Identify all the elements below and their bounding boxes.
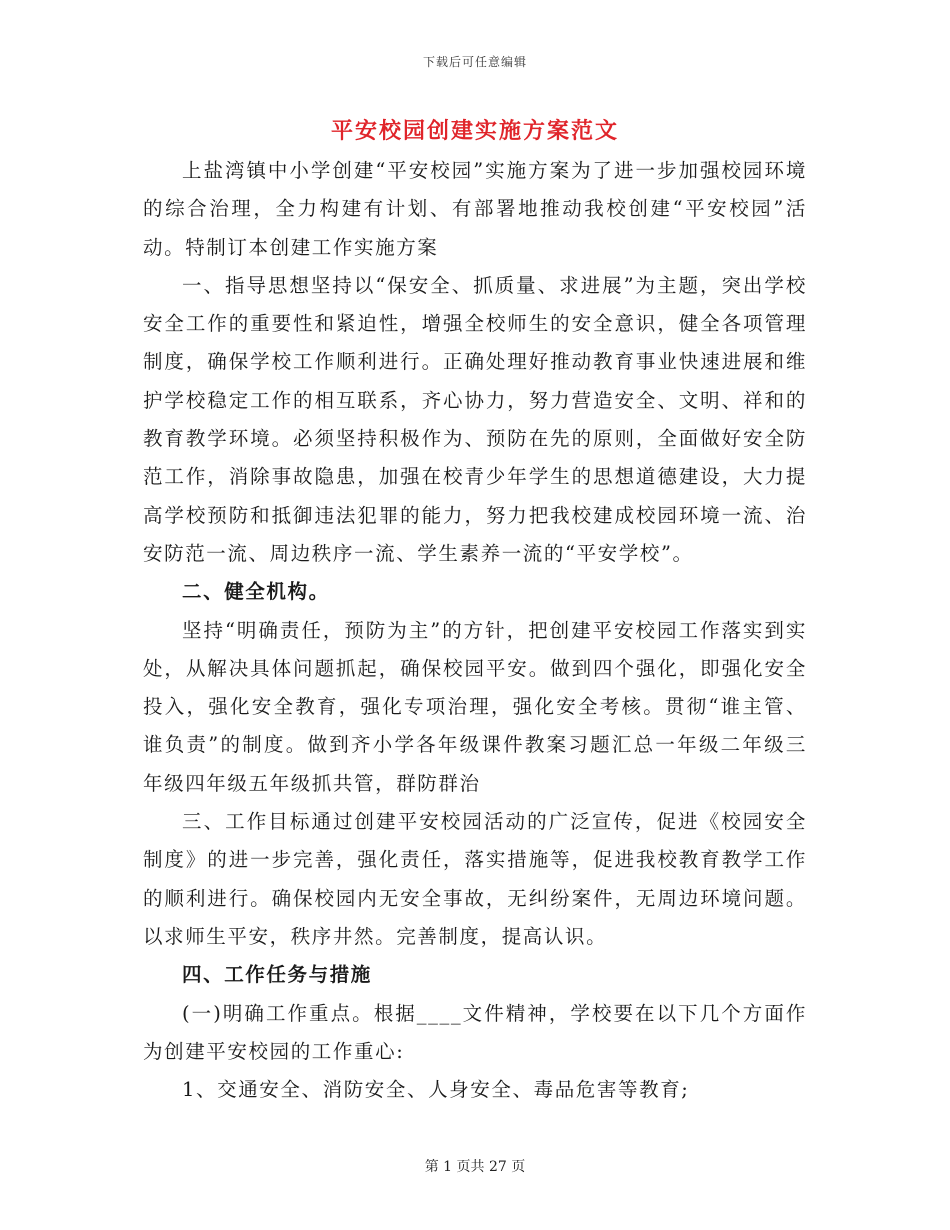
list-item-1: 1、交通安全、消防安全、人身安全、毒品危害等教育;	[182, 1078, 690, 1102]
header-note: 下载后可任意编辑	[422, 55, 527, 69]
section-tasks-focus: (一)明确工作重点。根据____文件精神，学校要在以下几个方面作为创建平安校园的工作重心:	[143, 1001, 807, 1063]
document-title: 平安校园创建实施方案范文	[330, 118, 619, 144]
section-guiding-ideology: 一、指导思想坚持以“保安全、抓质量、求进展”为主题，突出学校安全工作的重要性和紧迫性，增强全校师生的安全意识，健全各项管理制度，确保学校工作顺利进行。正确处理好推动教育事业快速进展和维护学校稳定工作的相互联系，齐心协力，努力营造安全、文明、祥和的教育教学环境。必须坚持积极作为、预防在先的原则，全面做好安全防范工作，消除事故隐患，加强在校青少年学生的思想道德建设，大力提高学校预防和抵御违法犯罪的能力，努力把我校建成校园环境一流、治安防范一流、周边秩序一流、学生素养一流的“平安学校”。	[143, 273, 807, 565]
section-work-goals: 三、工作目标通过创建平安校园活动的广泛宣传，促进《校园安全制度》的进一步完善，强化责任，落实措施等，促进我校教育教学工作的顺利进行。确保校园内无安全事故，无纠纷案件，无周边环境问题。以求师生平安，秩序井然。完善制度，提高认识。	[143, 810, 807, 948]
page-number-footer: 第 1 页共 27 页	[424, 1159, 526, 1175]
intro-paragraph: 上盐湾镇中小学创建“平安校园”实施方案为了进一步加强校园环境的综合治理，全力构建有计划、有部署地推动我校创建“平安校园”活动。特制订本创建工作实施方案	[143, 159, 807, 259]
section-heading-tasks: 四、工作任务与措施	[182, 963, 372, 987]
document-body	[143, 152, 807, 1109]
section-heading-organization: 二、健全机构。	[182, 580, 330, 604]
section-organization-body: 坚持“明确责任，预防为主”的方针，把创建平安校园工作落实到实处，从解决具体问题抓起，确保校园平安。做到四个强化，即强化安全投入，强化安全教育，强化专项治理，强化安全考核。贯彻“谁主管、谁负责”的制度。做到齐小学各年级课件教案习题汇总一年级二年级三年级四年级五年级抓共管，群防群治	[143, 618, 807, 795]
